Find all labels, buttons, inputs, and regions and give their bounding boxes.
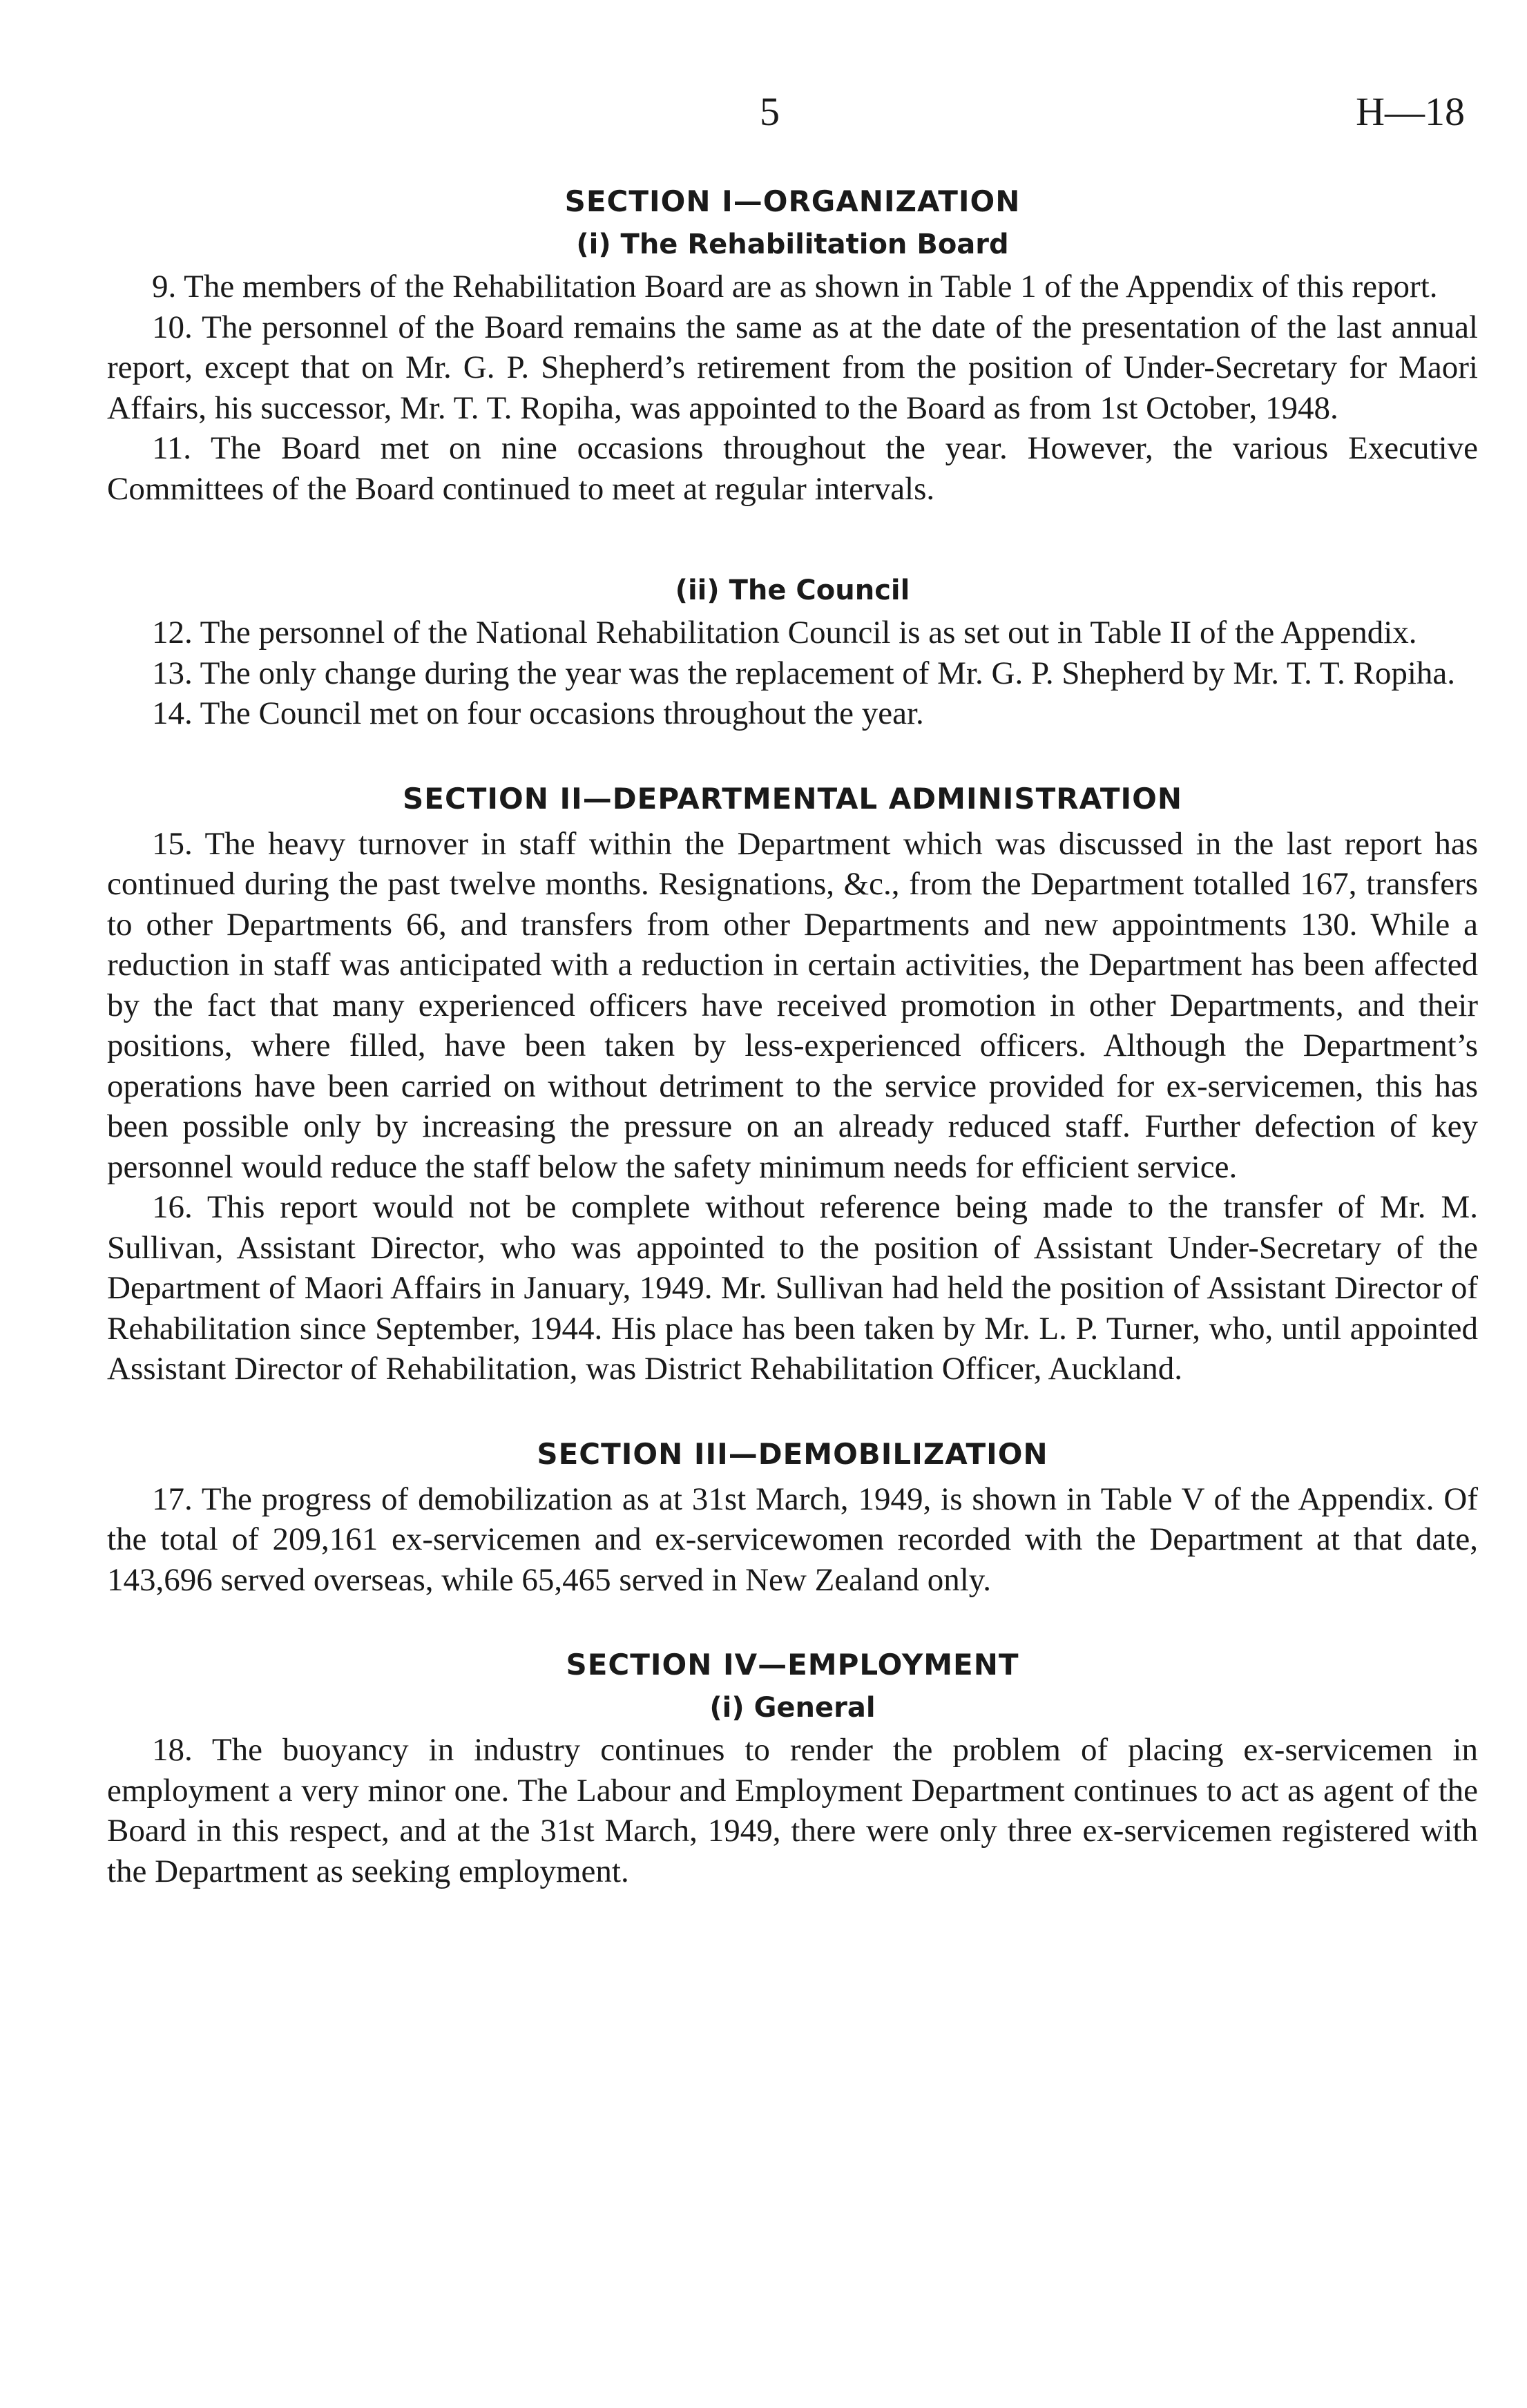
paragraph-13: 13. The only change during the year was the replacement of Mr. G. P. Shepherd by Mr. T. T. Ropiha.	[152, 655, 1455, 691]
section-departmental-administration	[107, 778, 1478, 1389]
subsection-heading: (i) The Rehabilitation Board	[576, 229, 1009, 260]
section-heading: SECTION IV—EMPLOYMENT	[566, 1648, 1019, 1682]
spacer	[107, 1389, 1478, 1434]
paragraph-16: 16. This report would not be complete without reference being made to the transfer of Mr. M. Sullivan, Assistant Director, who was appointed to the position of Assistant Under-Secretary of the Department of Maori Affairs in January, 1949. Mr. Sullivan had held the position of Assistant Director of Rehabilitation since September, 1944. His place has been taken by Mr. L. P. Turner, who, until appointed Assistant Director of Rehabilitation, was District Rehabilitation Officer, Auckland.	[107, 1189, 1478, 1387]
paragraph-15: 15. The heavy turnover in staff within the Department which was discussed in the last report has continued during the past twelve months. Resignations, &c., from the Department totalled 167, transfers to other Departments 66, and transfers from other Departments and new appointments 130. While a reduction in staff was anticipated with a reduction in certain activities, the Department has been affected by the fact that many experienced officers have received promotion in other Departments, and their positions, where filled, have been taken by less-experienced officers. Although the Department’s operations have been carried on without detriment to the service provided for ex-servicemen, this has been possible only by increasing the pressure on an already reduced staff. Further defection of key personnel would reduce the staff below the safety minimum needs for efficient service.	[107, 825, 1478, 1185]
paragraph-9: 9. The members of the Rehabilitation Board are as shown in Table 1 of the Appendix of this report.	[152, 269, 1438, 305]
section-heading: SECTION I—ORGANIZATION	[564, 184, 1021, 218]
section-employment	[107, 1644, 1478, 1891]
section-heading: SECTION II—DEPARTMENTAL ADMINISTRATION	[403, 781, 1182, 816]
spacer	[107, 1600, 1478, 1644]
spacer	[107, 734, 1478, 778]
section-organization	[107, 181, 1478, 734]
spacer	[107, 509, 1478, 568]
subsection-heading: (i) General	[709, 1692, 876, 1724]
paragraph-12: 12. The personnel of the National Rehabilitation Council is as set out in Table II of the Appendix.	[152, 615, 1417, 651]
page-header	[0, 88, 1527, 144]
section-demobilization	[107, 1434, 1478, 1601]
paragraph-14: 14. The Council met on four occasions throughout the year.	[152, 695, 924, 731]
paragraph-18: 18. The buoyancy in industry continues to render the problem of placing ex-servicemen in employment a very minor one. The Labour and Employment Department continues to act as agent of the Board in this respect, and at the 31st March, 1949, there were only three ex-servicemen registered with the Department as seeking employment.	[107, 1732, 1478, 1889]
page-content	[107, 181, 1478, 1891]
paragraph-11: 11. The Board met on nine occasions throughout the year. However, the various Executive Committees of the Board continued to meet at regular intervals.	[107, 430, 1478, 507]
paragraph-10: 10. The personnel of the Board remains the same as at the date of the presentation of the last annual report, except that on Mr. G. P. Shepherd’s retirement from the position of Under-Secretary for Maori Affairs, his successor, Mr. T. T. Ropiha, was appointed to the Board as from 1st October, 1948.	[107, 309, 1478, 426]
page-number: 5	[760, 89, 780, 134]
paragraph-17: 17. The progress of demobilization as at 31st March, 1949, is shown in Table V of the Appendix. Of the total of 209,161 ex-servicemen and ex-servicewomen recorded with the Department at that date, 143,696 served overseas, while 65,465 served in New Zealand only.	[107, 1481, 1478, 1598]
section-heading: SECTION III—DEMOBILIZATION	[537, 1436, 1048, 1471]
subsection-heading: (ii) The Council	[675, 575, 910, 606]
document-reference: H—18	[1356, 89, 1465, 134]
